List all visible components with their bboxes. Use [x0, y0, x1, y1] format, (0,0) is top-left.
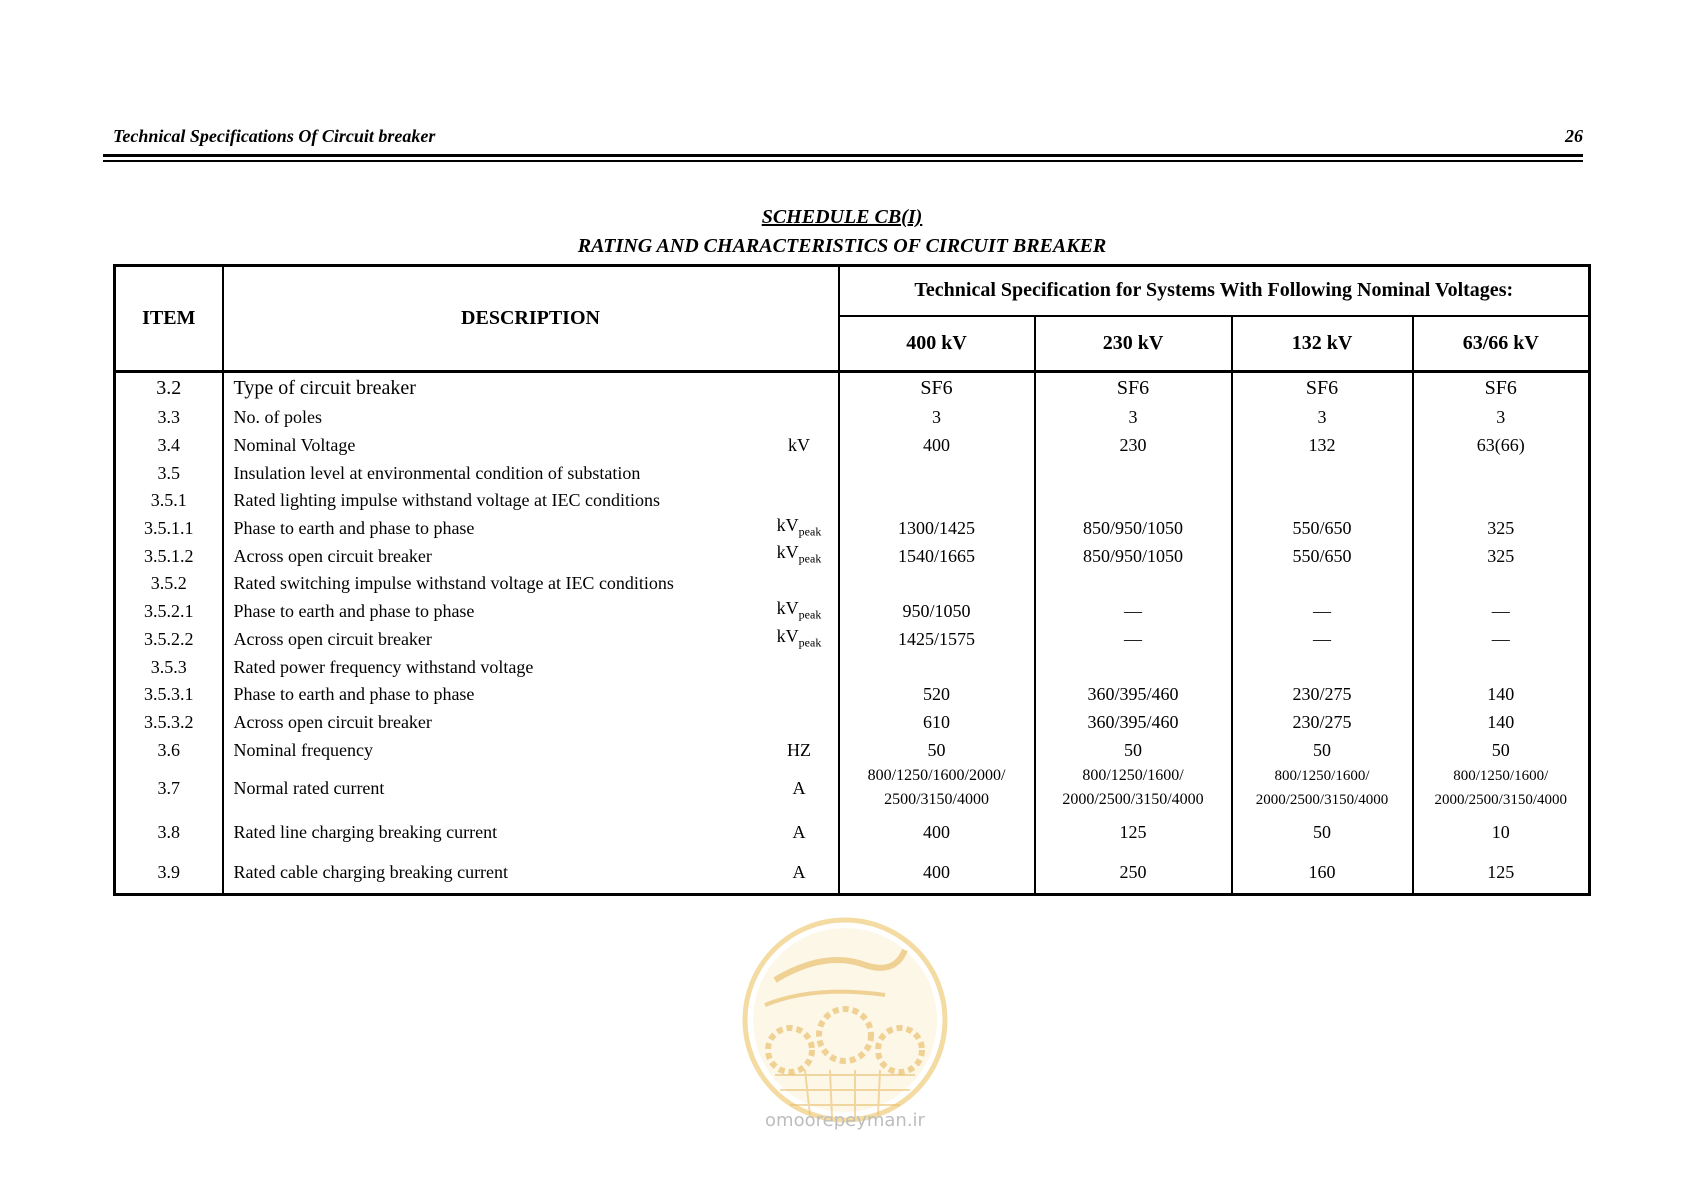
value-cell: 400: [839, 431, 1035, 459]
table-row: [115, 813, 1590, 851]
value-cell: [1413, 763, 1590, 813]
value-cell: 3: [1035, 404, 1232, 432]
unit-subscript: peak: [798, 607, 822, 622]
value-cell: 850/950/1050: [1035, 542, 1232, 570]
item-cell: 3.6: [115, 736, 223, 764]
unit-text: kV: [776, 625, 799, 646]
table-row: [115, 372, 1590, 404]
value-cell: 50: [839, 736, 1035, 764]
value-cell: 400: [839, 851, 1035, 894]
item-cell: 3.2: [115, 372, 223, 404]
value-cell: —: [1413, 625, 1590, 653]
value-cell: 325: [1413, 542, 1590, 570]
unit-cell: [761, 542, 839, 570]
header-voltage-400: 400 kV: [839, 316, 1035, 372]
value-cell: —: [1232, 597, 1413, 625]
header-group: Technical Specification for Systems With Following Nominal Voltages:: [839, 266, 1590, 316]
unit-text: kV: [776, 597, 799, 618]
value-cell: 50: [1035, 736, 1232, 764]
value-cell: [1232, 653, 1413, 681]
value-cell: [1413, 487, 1590, 515]
value-cell: 550/650: [1232, 514, 1413, 542]
value-cell: 360/395/460: [1035, 708, 1232, 736]
table-row: [115, 736, 1590, 764]
table-row: [115, 459, 1590, 487]
unit-cell: A: [761, 763, 839, 813]
unit-text: kV: [776, 514, 799, 535]
header-voltage-63-66: 63/66 kV: [1413, 316, 1590, 372]
value-cell: 50: [1232, 813, 1413, 851]
table-row: [115, 597, 1590, 625]
value-line: 2500/3150/4000: [884, 791, 989, 809]
value-cell: —: [1413, 597, 1590, 625]
item-cell: 3.5.2.1: [115, 597, 223, 625]
item-cell: 3.5.1.2: [115, 542, 223, 570]
value-cell: 360/395/460: [1035, 680, 1232, 708]
table-row: [115, 487, 1590, 515]
value-cell: [839, 487, 1035, 515]
item-cell: 3.5.3: [115, 653, 223, 681]
table-row: [115, 680, 1590, 708]
unit-cell: [761, 680, 839, 708]
item-cell: 3.9: [115, 851, 223, 894]
value-cell: [1035, 487, 1232, 515]
header-title: Technical Specifications Of Circuit breaker: [113, 126, 436, 146]
item-cell: 3.5.3.2: [115, 708, 223, 736]
value-cell: [1232, 570, 1413, 598]
value-cell: SF6: [839, 372, 1035, 404]
unit-cell: A: [761, 813, 839, 851]
value-cell: [1413, 570, 1590, 598]
item-cell: 3.3: [115, 404, 223, 432]
value-cell: [839, 459, 1035, 487]
table-row: [115, 570, 1590, 598]
value-cell: 3: [839, 404, 1035, 432]
item-cell: 3.5.2: [115, 570, 223, 598]
unit-cell: [761, 708, 839, 736]
item-cell: 3.5.2.2: [115, 625, 223, 653]
value-cell: [1035, 459, 1232, 487]
table-row: [115, 431, 1590, 459]
value-cell: 1300/1425: [839, 514, 1035, 542]
value-line: 800/1250/1600/2000/: [867, 767, 1006, 785]
description-cell: Across open circuit breaker: [223, 625, 761, 653]
value-cell: 400: [839, 813, 1035, 851]
description-cell: Type of circuit breaker: [223, 372, 761, 404]
value-cell: 3: [1232, 404, 1413, 432]
description-cell: Across open circuit breaker: [223, 708, 761, 736]
value-cell: 550/650: [1232, 542, 1413, 570]
value-cell: [1232, 763, 1413, 813]
description-cell: Rated lighting impulse withstand voltage at IEC conditions: [223, 487, 839, 515]
unit-cell: A: [761, 851, 839, 894]
value-cell: 125: [1035, 813, 1232, 851]
table-row: [115, 653, 1590, 681]
description-cell: Rated cable charging breaking current: [223, 851, 761, 894]
value-cell: 230: [1035, 431, 1232, 459]
value-cell: [1413, 653, 1590, 681]
value-cell: [839, 653, 1035, 681]
value-cell: 1425/1575: [839, 625, 1035, 653]
value-line: 2000/2500/3150/4000: [1062, 791, 1204, 809]
unit-cell: [761, 372, 839, 404]
value-cell: 3: [1413, 404, 1590, 432]
value-cell: [1232, 487, 1413, 515]
spec-table: [113, 264, 1591, 896]
header-item: ITEM: [115, 266, 223, 372]
value-cell: 950/1050: [839, 597, 1035, 625]
page-number: 26: [1565, 126, 1583, 146]
item-cell: 3.8: [115, 813, 223, 851]
value-cell: 230/275: [1232, 708, 1413, 736]
value-line: 2000/2500/3150/4000: [1255, 792, 1389, 809]
description-cell: Nominal frequency: [223, 736, 761, 764]
value-cell: 850/950/1050: [1035, 514, 1232, 542]
description-cell: Insulation level at environmental condition of substation: [223, 459, 839, 487]
unit-cell: [761, 514, 839, 542]
value-cell: [839, 570, 1035, 598]
value-cell: 610: [839, 708, 1035, 736]
description-cell: Rated switching impulse withstand voltage at IEC conditions: [223, 570, 839, 598]
value-line: 800/1250/1600/: [1274, 768, 1370, 785]
item-cell: 3.5.1.1: [115, 514, 223, 542]
value-cell: 140: [1413, 680, 1590, 708]
value-cell: 125: [1413, 851, 1590, 894]
header-voltage-132: 132 kV: [1232, 316, 1413, 372]
value-cell: [1232, 459, 1413, 487]
value-line: 800/1250/1600/: [1082, 767, 1184, 785]
unit-subscript: peak: [798, 552, 822, 567]
value-cell: 250: [1035, 851, 1232, 894]
value-cell: 160: [1232, 851, 1413, 894]
description-cell: No. of poles: [223, 404, 761, 432]
description-cell: Nominal Voltage: [223, 431, 761, 459]
description-cell: Phase to earth and phase to phase: [223, 597, 761, 625]
description-cell: Across open circuit breaker: [223, 542, 761, 570]
unit-cell: [761, 625, 839, 653]
description-cell: Normal rated current: [223, 763, 761, 813]
value-line: 2000/2500/3150/4000: [1434, 792, 1568, 809]
page-header: [113, 126, 1583, 152]
description-cell: Rated line charging breaking current: [223, 813, 761, 851]
value-cell: [1035, 653, 1232, 681]
description-cell: Phase to earth and phase to phase: [223, 680, 761, 708]
item-cell: 3.5.3.1: [115, 680, 223, 708]
header-rule: [103, 160, 1583, 162]
value-cell: [839, 763, 1035, 813]
value-cell: 520: [839, 680, 1035, 708]
value-cell: SF6: [1035, 372, 1232, 404]
unit-subscript: peak: [798, 635, 822, 650]
item-cell: 3.7: [115, 763, 223, 813]
watermark-url: omoorepeyman.ir: [765, 1110, 925, 1131]
description-cell: Rated power frequency withstand voltage: [223, 653, 839, 681]
value-cell: [1035, 570, 1232, 598]
unit-text: kV: [776, 542, 799, 563]
table-row: [115, 404, 1590, 432]
unit-subscript: peak: [798, 524, 822, 539]
unit-cell: kV: [761, 431, 839, 459]
header-description: DESCRIPTION: [223, 266, 839, 372]
value-cell: 50: [1232, 736, 1413, 764]
unit-cell: [761, 597, 839, 625]
value-cell: 325: [1413, 514, 1590, 542]
table-row: [115, 542, 1590, 570]
table-row: [115, 514, 1590, 542]
description-cell: Phase to earth and phase to phase: [223, 514, 761, 542]
value-cell: SF6: [1232, 372, 1413, 404]
table-row: [115, 851, 1590, 894]
value-cell: 140: [1413, 708, 1590, 736]
value-cell: 230/275: [1232, 680, 1413, 708]
header-voltage-230: 230 kV: [1035, 316, 1232, 372]
value-cell: [1035, 763, 1232, 813]
table-row: [115, 763, 1590, 813]
unit-cell: [761, 404, 839, 432]
value-cell: —: [1035, 597, 1232, 625]
table-title: RATING AND CHARACTERISTICS OF CIRCUIT BREAKER: [577, 235, 1107, 257]
item-cell: 3.5: [115, 459, 223, 487]
value-cell: 1540/1665: [839, 542, 1035, 570]
value-cell: [1413, 459, 1590, 487]
value-cell: 10: [1413, 813, 1590, 851]
header-rule: [103, 154, 1583, 157]
value-cell: —: [1232, 625, 1413, 653]
value-line: 800/1250/1600/: [1453, 768, 1549, 785]
value-cell: 50: [1413, 736, 1590, 764]
schedule-title: SCHEDULE CB(I): [761, 206, 923, 228]
value-cell: —: [1035, 625, 1232, 653]
unit-cell: HZ: [761, 736, 839, 764]
item-cell: 3.4: [115, 431, 223, 459]
table-row: [115, 708, 1590, 736]
value-cell: 132: [1232, 431, 1413, 459]
value-cell: 63(66): [1413, 431, 1590, 459]
value-cell: SF6: [1413, 372, 1590, 404]
table-row: [115, 625, 1590, 653]
item-cell: 3.5.1: [115, 487, 223, 515]
